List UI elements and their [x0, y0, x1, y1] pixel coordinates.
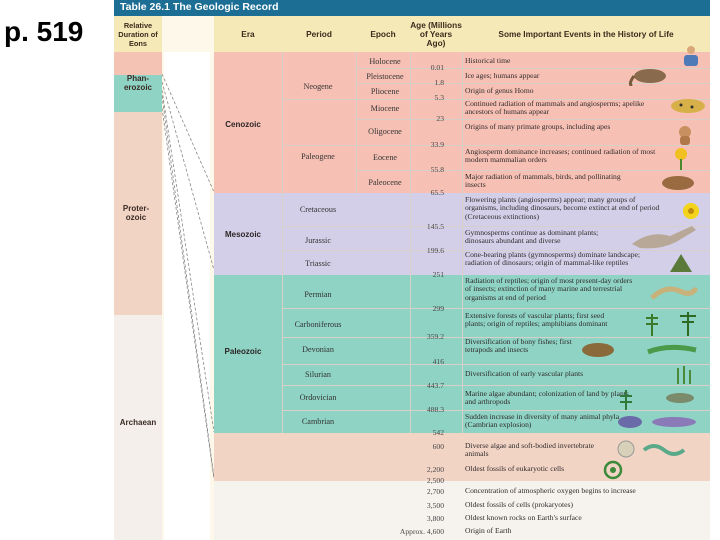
age-value: 299: [432, 304, 444, 313]
human-icon: [678, 44, 704, 68]
eukaryotic-cell-icon: [602, 460, 624, 480]
geologic-record-table: [114, 0, 710, 540]
age-value: 251: [432, 270, 444, 279]
period-triassic: Triassic: [305, 259, 331, 268]
age-value: 33.9: [430, 140, 444, 149]
era-cenozoic: Cenozoic: [225, 120, 261, 129]
event-text: Extensive forests of vascular plants; first seed plants; origin of reptiles; amphibians dominant: [465, 311, 608, 329]
header-epoch: Epoch: [356, 16, 410, 52]
era-mesozoic: Mesozoic: [224, 230, 261, 239]
flower-icon: [670, 146, 692, 170]
age-value: 5.3: [434, 93, 444, 102]
epoch-paleocene: Paleocene: [368, 178, 402, 187]
period-cretaceous: Cretaceous: [299, 205, 337, 214]
row-separator: [356, 170, 710, 171]
period-silurian: Silurian: [305, 370, 331, 379]
row-separator: [282, 364, 710, 365]
event-text: Concentration of atmospheric oxygen begins to increase: [465, 486, 636, 495]
age-value: 2,700: [426, 487, 444, 496]
event-text: Origins of many primate groups, including apes: [465, 122, 611, 131]
early-plant-icon: [670, 362, 698, 386]
age-value: 488.3: [426, 405, 444, 414]
age-value: 416: [432, 357, 444, 366]
event-text: Sudden increase in diversity of many animal phyla (Cambrian explosion): [465, 412, 620, 430]
age-value: 23: [436, 114, 444, 123]
event-text: Marine algae abundant; colonization of land by plants and arthropods: [465, 389, 629, 407]
event-text: Diversification of early vascular plants: [465, 369, 584, 378]
event-text: Gymnosperms continue as dominant plants; dinosaurs abundant and diverse: [465, 228, 599, 246]
epoch-eocene: Eocene: [372, 153, 398, 162]
age-value: Approx. 4,600: [399, 527, 444, 536]
row-separator: [356, 119, 710, 120]
period-devonian: Devonian: [302, 345, 334, 354]
period-carboniferous: Carboniferous: [294, 320, 342, 329]
fish-and-amphibian-icon: [578, 338, 702, 362]
eon-bar-archaean: [114, 315, 162, 540]
period-permian: Permian: [304, 290, 332, 299]
event-text: Oldest fossils of eukaryotic cells: [465, 464, 565, 473]
event-text: Cone-bearing plants (gymnosperms) dominate landscape; radiation of dinosaurs; origin of mammal-like reptiles: [465, 250, 641, 268]
page-number: p. 519: [4, 16, 84, 47]
epoch-pleistocene: Pleistocene: [366, 72, 404, 81]
period-ordovician: Ordovician: [299, 393, 337, 402]
event-text: Continued radiation of mammals and angiosperms; apelike ancestors of humans appear: [465, 99, 645, 117]
event-text: Major radiation of mammals, birds, and pollinating insects: [465, 172, 621, 190]
conifer-icon: [666, 252, 696, 276]
epoch-pliocene: Pliocene: [370, 87, 400, 96]
header-age: Age (Millions of Years Ago): [410, 16, 462, 52]
event-text: Flowering plants (angiosperms) appear; many groups of organisms, including dinosaurs, become extinct at end of period (Cretaceous extinctions): [465, 195, 660, 221]
age-value: 55.8: [430, 165, 444, 174]
header-era: Era: [214, 16, 282, 52]
period-neogene: Neogene: [303, 82, 333, 91]
period-jurassic: Jurassic: [305, 236, 331, 245]
event-text: Origin of genus Homo: [465, 86, 534, 95]
header-events: Some Important Events in the History of Life: [462, 16, 710, 52]
table-title: Table 26.1 The Geologic Record: [120, 1, 279, 13]
age-value: 542: [432, 428, 444, 437]
table-title-bar: [114, 0, 710, 16]
header-duration: Relative Duration of Eons: [114, 16, 162, 52]
period-paleogene: Paleogene: [301, 152, 335, 161]
era-paleozoic: Paleozoic: [224, 347, 262, 356]
header-period: Period: [282, 16, 356, 52]
age-value: 2,500: [426, 476, 444, 485]
age-value: 2,200: [426, 465, 444, 474]
age-value: 3,500: [426, 501, 444, 510]
divider: [356, 52, 357, 193]
eon-label-phanerozoic: Phan-erozoic: [123, 74, 152, 92]
cambrian-animals-icon: [614, 412, 706, 432]
age-value: 65.5: [430, 188, 444, 197]
event-text: Diverse algae and soft-bodied invertebrate animals: [465, 441, 595, 459]
age-value: 3,800: [426, 514, 444, 523]
fern-forest-icon: [640, 308, 706, 338]
period-cambrian: Cambrian: [301, 417, 335, 426]
age-value: 199.6: [426, 246, 444, 255]
event-text: Origin of Earth: [465, 526, 512, 535]
age-value: 1.8: [434, 78, 444, 87]
connector-lines: [162, 52, 214, 540]
age-value: 359.2: [426, 332, 444, 341]
eon-label-proterozoic: Proter-ozoic: [122, 204, 150, 222]
mammal-icon: [658, 172, 698, 192]
age-value: 600: [432, 442, 444, 451]
mammoth-icon: [628, 66, 674, 86]
event-text: Ice ages; humans appear: [465, 71, 540, 80]
reptile-icon: [648, 278, 698, 306]
algae-and-arthropod-icon: [614, 386, 702, 412]
eon-bar-phanerozoic: [114, 52, 162, 75]
epoch-miocene: Miocene: [370, 104, 400, 113]
soft-bodied-invertebrates-icon: [614, 438, 702, 460]
event-text: Oldest fossils of cells (prokaryotes): [465, 500, 573, 509]
primate-icon: [674, 124, 696, 146]
age-value: 145.5: [426, 222, 444, 231]
age-value: 443.7: [426, 381, 444, 390]
event-text: Radiation of reptiles; origin of most present-day orders of insects; extinction of many marine and terrestrial organisms at end of period: [465, 276, 633, 302]
divider: [462, 52, 463, 433]
row-separator: [282, 145, 710, 146]
event-text: Historical time: [465, 56, 511, 65]
dinosaur-icon: [630, 222, 704, 252]
epoch-oligocene: Oligocene: [368, 127, 402, 136]
event-text: Oldest known rocks on Earth's surface: [465, 513, 582, 522]
epoch-holocene: Holocene: [369, 57, 401, 66]
event-text: Diversification of bony fishes; first tetrapods and insects: [465, 337, 572, 355]
age-value: 0.01: [430, 63, 444, 72]
eon-label-archaean: Archaean: [119, 418, 157, 427]
event-text: Angiosperm dominance increases; continued radiation of most modern mammalian orders: [465, 147, 656, 165]
big-cat-icon: [668, 96, 708, 116]
